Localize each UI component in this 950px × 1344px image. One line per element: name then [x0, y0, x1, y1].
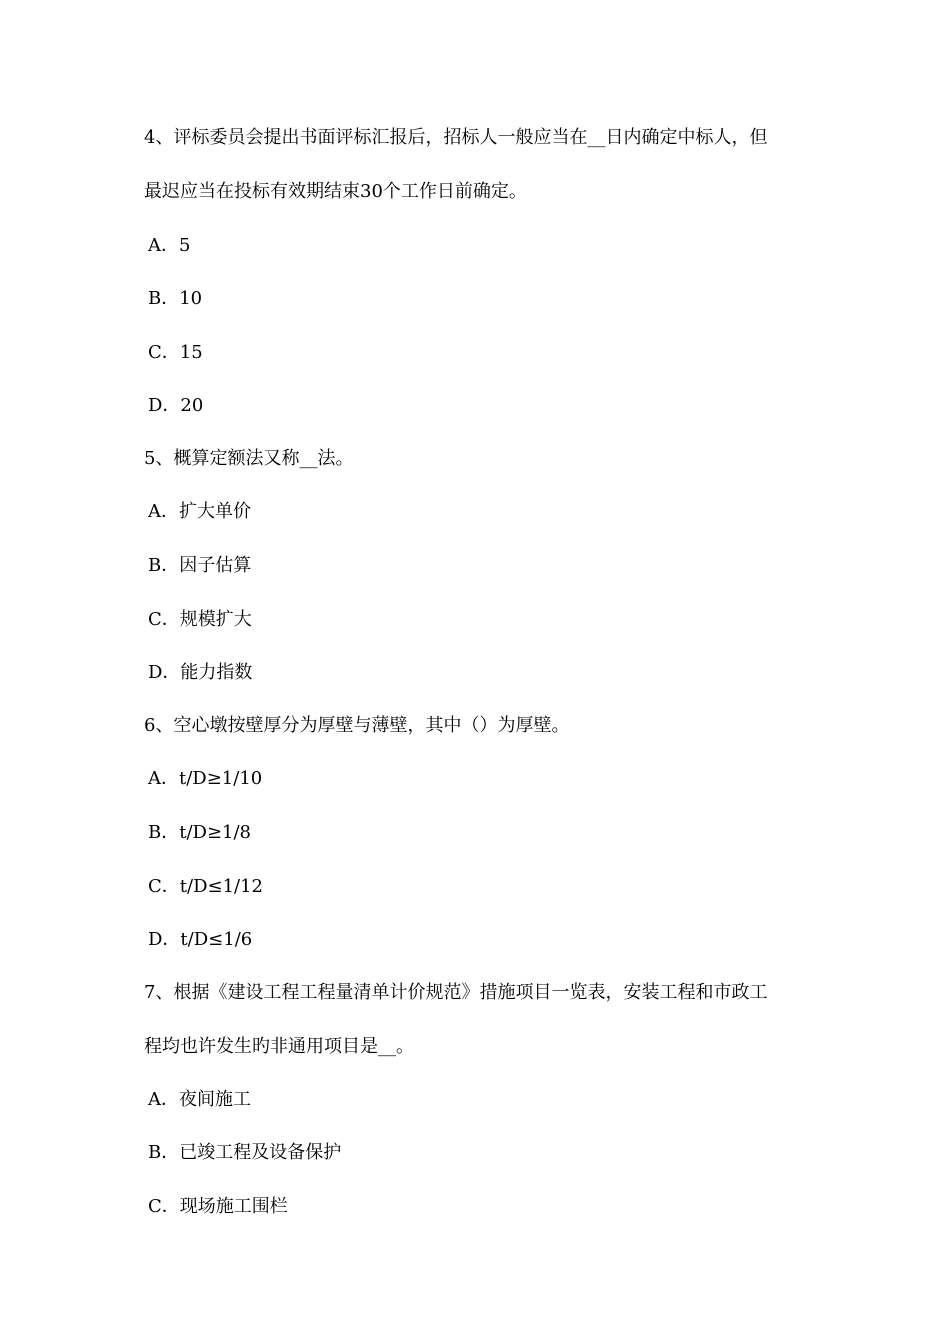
question-7-option-c: C．现场施工围栏 — [148, 1196, 288, 1217]
question-5-option-a: A．扩大单价 — [148, 501, 251, 522]
question-5-option-d: D．能力指数 — [148, 662, 253, 683]
question-7-stem-line-2: 程均也许发生旳非通用项目是__。 — [144, 1036, 414, 1057]
question-6-option-a: A．t/D≥1/10 — [148, 768, 263, 789]
question-4-option-b: B．10 — [148, 288, 203, 309]
question-4-stem-line-1: 4、评标委员会提出书面评标汇报后，招标人一般应当在__日内确定中标人，但 — [144, 127, 768, 148]
question-6-stem-line-1: 6、空心墩按壁厚分为厚壁与薄壁，其中（）为厚壁。 — [144, 715, 570, 736]
question-7-stem-line-1: 7、根据《建设工程工程量清单计价规范》措施项目一览表，安装工程和市政工 — [144, 982, 768, 1003]
question-4-option-d: D．20 — [148, 395, 204, 416]
question-6-option-d: D．t/D≤1/6 — [148, 929, 253, 950]
question-6-option-b: B．t/D≥1/8 — [148, 822, 252, 843]
question-7-option-b: B．已竣工程及设备保护 — [148, 1142, 342, 1163]
question-5-option-c: C．规模扩大 — [148, 609, 252, 630]
question-6-option-c: C．t/D≤1/12 — [148, 876, 264, 897]
question-4-stem-line-2: 最迟应当在投标有效期结束30个工作日前确定。 — [144, 181, 527, 202]
question-4-option-c: C．15 — [148, 342, 203, 363]
question-5-option-b: B．因子估算 — [148, 555, 252, 576]
question-4-option-a: A．5 — [148, 235, 191, 256]
question-7-option-a: A．夜间施工 — [148, 1089, 251, 1110]
question-5-stem-line-1: 5、概算定额法又称__法。 — [144, 448, 354, 469]
